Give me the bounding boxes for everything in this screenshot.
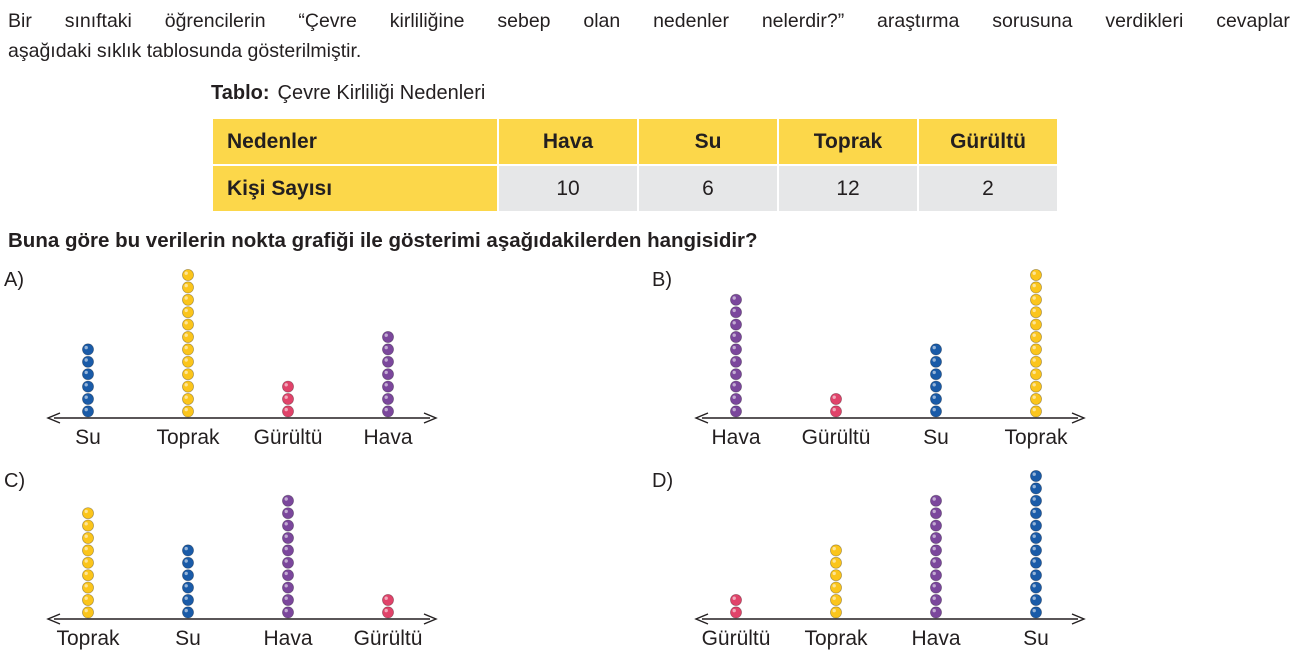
option-c-category-label: Gürültü (353, 627, 423, 650)
dot-hava (382, 344, 393, 355)
dot-su (1030, 532, 1041, 543)
dot-su (930, 406, 941, 417)
dot-toprak (182, 381, 193, 392)
dot-highlight (185, 371, 188, 374)
dot-hava (730, 294, 741, 305)
dot-highlight (1033, 584, 1036, 587)
dot-su (1030, 570, 1041, 581)
dot-toprak (1030, 356, 1041, 367)
dot-toprak (182, 269, 193, 280)
dot-su (182, 557, 193, 568)
option-d-category-label: Hava (911, 627, 961, 650)
dot-toprak (1030, 269, 1041, 280)
dot-highlight (85, 358, 88, 361)
option-d-label: D) (652, 470, 674, 492)
dot-toprak (182, 307, 193, 318)
dot-highlight (85, 584, 88, 587)
dot-highlight (1033, 396, 1036, 399)
question-stem (8, 6, 1290, 66)
dot-highlight (933, 371, 936, 374)
dot-highlight (1033, 358, 1036, 361)
dot-highlight (1033, 547, 1036, 550)
dot-highlight (185, 396, 188, 399)
dot-gurultu (830, 406, 841, 417)
dot-hava (930, 570, 941, 581)
dot-highlight (1033, 408, 1036, 411)
dot-hava (730, 331, 741, 342)
dot-highlight (1033, 559, 1036, 562)
dot-hava (282, 607, 293, 618)
dot-su (930, 393, 941, 404)
dot-highlight (385, 371, 388, 374)
dot-highlight (285, 559, 288, 562)
dot-toprak (1030, 307, 1041, 318)
dot-highlight (933, 609, 936, 612)
option-a[interactable] (4, 269, 444, 459)
dot-highlight (933, 535, 936, 538)
dot-highlight (285, 510, 288, 513)
dot-highlight (1033, 572, 1036, 575)
dot-highlight (733, 309, 736, 312)
dot-hava (930, 607, 941, 618)
dot-highlight (1033, 284, 1036, 287)
stem-word: verdikleri (1105, 10, 1184, 32)
option-a-category-label: Toprak (156, 426, 220, 449)
dot-toprak (830, 607, 841, 618)
question-text: Buna göre bu verilerin nokta grafiği ile gösterimi aşağıdakilerden hangisidir? (8, 229, 758, 252)
dot-toprak (182, 356, 193, 367)
dot-highlight (385, 408, 388, 411)
dot-highlight (285, 396, 288, 399)
dot-highlight (185, 346, 188, 349)
dot-highlight (1033, 371, 1036, 374)
table-header-row (212, 118, 1058, 165)
dot-highlight (285, 584, 288, 587)
dot-toprak (82, 570, 93, 581)
dot-gurultu (282, 393, 293, 404)
question-stem-line-2: aşağıdaki sıklık tablosunda gösterilmiştir. (8, 40, 362, 62)
stem-word: sorusuna (992, 10, 1073, 32)
dot-highlight (285, 408, 288, 411)
dot-highlight (285, 535, 288, 538)
dot-su (1030, 508, 1041, 519)
dot-highlight (733, 396, 736, 399)
dot-highlight (733, 383, 736, 386)
dot-toprak (82, 594, 93, 605)
dot-highlight (733, 408, 736, 411)
dot-hava (930, 508, 941, 519)
dot-gurultu (282, 406, 293, 417)
dot-highlight (85, 396, 88, 399)
dot-hava (930, 532, 941, 543)
dot-gurultu (730, 607, 741, 618)
dot-highlight (733, 321, 736, 324)
dot-toprak (1030, 406, 1041, 417)
dot-hava (730, 369, 741, 380)
question-stem-line-1 (8, 6, 1290, 36)
dot-highlight (1033, 272, 1036, 275)
dot-hava (282, 520, 293, 531)
dot-highlight (1033, 510, 1036, 513)
stem-word: olan (583, 10, 621, 32)
stem-word: nelerdir?” (761, 10, 845, 32)
dot-toprak (82, 508, 93, 519)
dot-highlight (833, 559, 836, 562)
dot-hava (282, 495, 293, 506)
dot-highlight (185, 358, 188, 361)
dot-su (82, 369, 93, 380)
dot-highlight (833, 609, 836, 612)
dot-highlight (1033, 485, 1036, 488)
dot-gurultu (382, 607, 393, 618)
dot-highlight (1033, 497, 1036, 500)
dot-hava (382, 356, 393, 367)
stem-word: Bir (8, 10, 32, 32)
dot-toprak (1030, 381, 1041, 392)
dot-highlight (185, 572, 188, 575)
dot-highlight (285, 522, 288, 525)
dot-hava (930, 557, 941, 568)
dot-highlight (385, 334, 388, 337)
dot-hava (382, 381, 393, 392)
frequency-table (211, 117, 1059, 213)
table-caption-label: Tablo: (211, 82, 270, 104)
dot-hava (282, 508, 293, 519)
table-caption (211, 82, 485, 105)
row-header-kisi-sayisi: Kişi Sayısı (212, 165, 498, 212)
column-header-su: Su (638, 118, 778, 165)
dot-toprak (182, 282, 193, 293)
option-b-category-label: Hava (711, 426, 761, 449)
dot-highlight (85, 371, 88, 374)
dot-highlight (833, 547, 836, 550)
dot-highlight (185, 321, 188, 324)
option-d-category-label: Su (1023, 627, 1049, 650)
dot-su (930, 369, 941, 380)
table-caption-title: Çevre Kirliliği Nedenleri (277, 82, 486, 104)
dot-highlight (85, 510, 88, 513)
dot-highlight (933, 510, 936, 513)
stem-word: sınıftaki (64, 10, 132, 32)
dot-hava (282, 557, 293, 568)
dot-toprak (182, 369, 193, 380)
dot-su (1030, 545, 1041, 556)
dot-highlight (733, 371, 736, 374)
dot-su (930, 344, 941, 355)
dot-hava (730, 393, 741, 404)
dot-toprak (182, 344, 193, 355)
row-header-nedenler: Nedenler (212, 118, 498, 165)
dot-hava (930, 582, 941, 593)
column-header-toprak: Toprak (778, 118, 918, 165)
table-data-row (212, 165, 1058, 212)
dot-highlight (933, 497, 936, 500)
dot-highlight (833, 584, 836, 587)
count-hava: 10 (498, 165, 638, 212)
dot-highlight (933, 396, 936, 399)
count-gurultu: 2 (918, 165, 1058, 212)
dot-toprak (82, 520, 93, 531)
dot-highlight (185, 272, 188, 275)
dot-highlight (1033, 383, 1036, 386)
count-toprak: 12 (778, 165, 918, 212)
option-d-category-label: Gürültü (701, 627, 771, 650)
dot-highlight (385, 609, 388, 612)
option-d[interactable] (652, 470, 1092, 660)
dot-highlight (933, 383, 936, 386)
stem-word: cevaplar (1216, 10, 1290, 32)
dot-highlight (733, 334, 736, 337)
dot-hava (282, 545, 293, 556)
dot-highlight (85, 572, 88, 575)
dot-highlight (933, 408, 936, 411)
dot-su (82, 406, 93, 417)
dot-hava (730, 356, 741, 367)
dot-su (930, 356, 941, 367)
option-a-category-label: Hava (363, 426, 413, 449)
dot-hava (382, 406, 393, 417)
dot-highlight (185, 609, 188, 612)
option-b-category-label: Toprak (1004, 426, 1068, 449)
dot-highlight (733, 296, 736, 299)
stem-word: araştırma (877, 10, 960, 32)
dot-hava (382, 331, 393, 342)
dot-toprak (1030, 282, 1041, 293)
dot-su (930, 381, 941, 392)
option-b-category-label: Gürültü (801, 426, 871, 449)
dot-toprak (830, 570, 841, 581)
dot-gurultu (830, 393, 841, 404)
dot-toprak (82, 545, 93, 556)
dot-hava (382, 369, 393, 380)
stem-word: nedenler (653, 10, 729, 32)
column-header-gurultu: Gürültü (918, 118, 1058, 165)
dot-highlight (85, 597, 88, 600)
dot-su (1030, 594, 1041, 605)
dot-hava (930, 545, 941, 556)
dot-highlight (185, 383, 188, 386)
dot-highlight (933, 547, 936, 550)
dot-highlight (933, 572, 936, 575)
dot-highlight (833, 408, 836, 411)
dot-toprak (830, 557, 841, 568)
dot-toprak (1030, 319, 1041, 330)
option-b-label: B) (652, 269, 672, 291)
dot-highlight (85, 346, 88, 349)
dot-highlight (933, 346, 936, 349)
dot-highlight (385, 346, 388, 349)
dot-toprak (1030, 369, 1041, 380)
dot-toprak (1030, 294, 1041, 305)
dot-highlight (733, 597, 736, 600)
dot-su (82, 393, 93, 404)
dot-highlight (385, 597, 388, 600)
option-c-category-label: Hava (263, 627, 313, 650)
option-b-category-label: Su (923, 426, 949, 449)
dot-highlight (185, 408, 188, 411)
dot-su (82, 381, 93, 392)
dot-toprak (182, 406, 193, 417)
dot-highlight (1033, 609, 1036, 612)
dot-toprak (1030, 344, 1041, 355)
dot-hava (730, 307, 741, 318)
stem-word: “Çevre (298, 10, 357, 32)
option-a-label: A) (4, 269, 24, 291)
dot-highlight (1033, 473, 1036, 476)
dot-su (182, 582, 193, 593)
dot-highlight (85, 383, 88, 386)
dot-gurultu (382, 594, 393, 605)
dot-highlight (385, 383, 388, 386)
dot-highlight (185, 284, 188, 287)
dot-highlight (1033, 346, 1036, 349)
dot-highlight (933, 358, 936, 361)
dot-highlight (185, 547, 188, 550)
dot-su (82, 356, 93, 367)
dot-highlight (1033, 296, 1036, 299)
dot-highlight (385, 358, 388, 361)
dot-toprak (82, 532, 93, 543)
dot-toprak (830, 594, 841, 605)
dot-hava (282, 532, 293, 543)
dot-highlight (733, 346, 736, 349)
dot-hava (730, 319, 741, 330)
column-header-hava: Hava (498, 118, 638, 165)
dot-hava (930, 594, 941, 605)
option-a-category-label: Su (75, 426, 101, 449)
dot-highlight (85, 547, 88, 550)
dot-highlight (1033, 597, 1036, 600)
dot-highlight (933, 597, 936, 600)
stem-word: kirliliğine (389, 10, 465, 32)
option-c-label: C) (4, 470, 26, 492)
dot-highlight (285, 572, 288, 575)
dot-highlight (85, 522, 88, 525)
dot-toprak (182, 331, 193, 342)
dot-highlight (285, 597, 288, 600)
dot-hava (382, 393, 393, 404)
dot-hava (730, 381, 741, 392)
dot-highlight (833, 396, 836, 399)
dot-hava (730, 344, 741, 355)
dot-su (1030, 470, 1041, 481)
dot-hava (282, 570, 293, 581)
option-b[interactable] (652, 269, 1092, 459)
dot-toprak (82, 607, 93, 618)
dot-toprak (1030, 331, 1041, 342)
dot-highlight (385, 396, 388, 399)
dot-su (1030, 520, 1041, 531)
dot-su (1030, 607, 1041, 618)
dot-toprak (182, 319, 193, 330)
dot-toprak (1030, 393, 1041, 404)
dot-su (182, 594, 193, 605)
option-d-category-label: Toprak (804, 627, 868, 650)
dot-gurultu (730, 594, 741, 605)
dot-su (1030, 495, 1041, 506)
dot-highlight (85, 609, 88, 612)
dot-hava (282, 594, 293, 605)
dot-highlight (185, 334, 188, 337)
dot-highlight (285, 547, 288, 550)
dot-highlight (733, 358, 736, 361)
dot-highlight (933, 559, 936, 562)
dot-highlight (1033, 321, 1036, 324)
dot-highlight (185, 559, 188, 562)
dot-hava (930, 520, 941, 531)
dot-toprak (830, 582, 841, 593)
dot-highlight (185, 584, 188, 587)
dot-highlight (1033, 309, 1036, 312)
option-c[interactable] (4, 470, 444, 660)
option-c-category-label: Toprak (56, 627, 120, 650)
dot-toprak (830, 545, 841, 556)
dot-highlight (85, 408, 88, 411)
dot-hava (282, 582, 293, 593)
dot-highlight (933, 522, 936, 525)
dot-highlight (185, 296, 188, 299)
dot-highlight (933, 584, 936, 587)
dot-highlight (1033, 535, 1036, 538)
dot-su (1030, 582, 1041, 593)
dot-su (182, 570, 193, 581)
dot-toprak (182, 294, 193, 305)
dot-su (82, 344, 93, 355)
dot-toprak (182, 393, 193, 404)
dot-highlight (833, 572, 836, 575)
dot-su (182, 607, 193, 618)
option-c-category-label: Su (175, 627, 201, 650)
dot-gurultu (282, 381, 293, 392)
dot-toprak (82, 582, 93, 593)
dot-hava (730, 406, 741, 417)
dot-highlight (833, 597, 836, 600)
dot-su (1030, 483, 1041, 494)
dot-su (182, 545, 193, 556)
count-su: 6 (638, 165, 778, 212)
dot-highlight (185, 597, 188, 600)
dot-su (1030, 557, 1041, 568)
dot-hava (930, 495, 941, 506)
dot-toprak (82, 557, 93, 568)
dot-highlight (85, 559, 88, 562)
dot-highlight (85, 535, 88, 538)
dot-highlight (285, 609, 288, 612)
dot-highlight (733, 609, 736, 612)
option-a-category-label: Gürültü (253, 426, 323, 449)
dot-highlight (185, 309, 188, 312)
stem-word: sebep (497, 10, 551, 32)
dot-highlight (285, 497, 288, 500)
dot-highlight (1033, 334, 1036, 337)
dot-highlight (1033, 522, 1036, 525)
dot-highlight (285, 383, 288, 386)
stem-word: öğrencilerin (164, 10, 266, 32)
